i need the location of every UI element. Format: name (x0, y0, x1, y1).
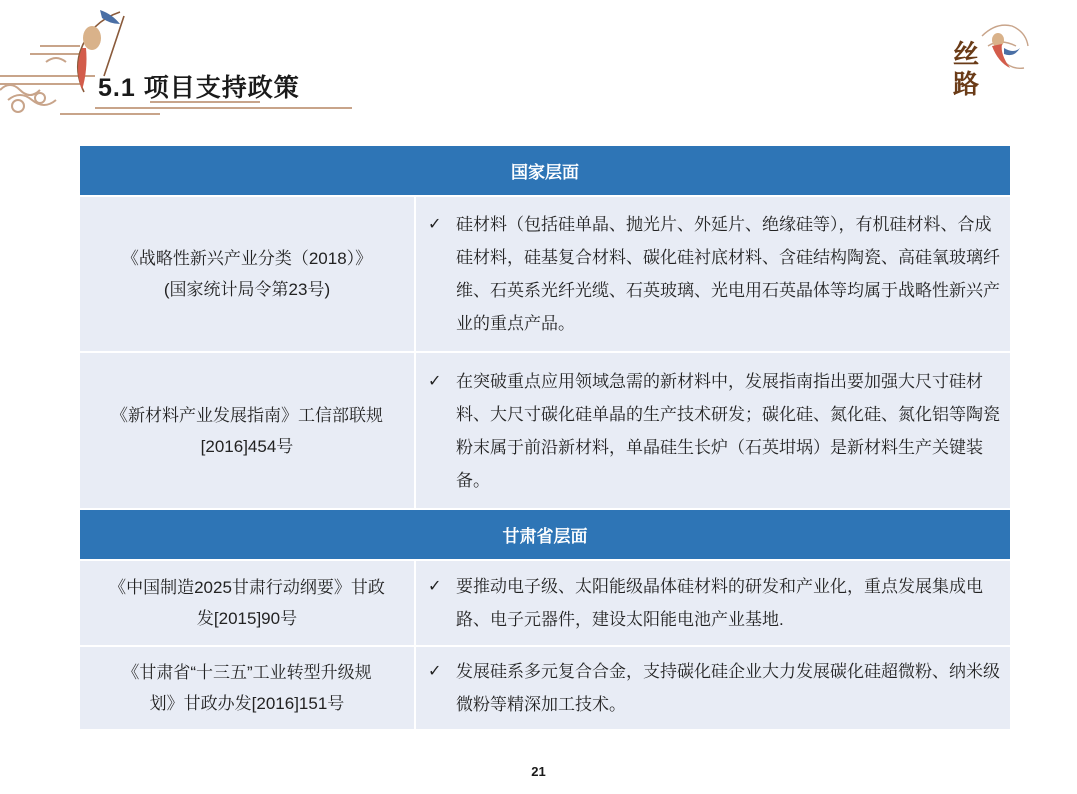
header-decoration-art (0, 0, 360, 125)
section-header-label: 甘肃省层面 (80, 509, 1010, 560)
policy-name-cell (80, 196, 415, 352)
policy-name-cell (80, 646, 415, 730)
policy-table (80, 146, 1010, 731)
policy-name-line: 《战略性新兴产业分类（2018）》 (121, 249, 373, 268)
checkmark-icon: ✓ (428, 372, 442, 390)
policy-name-line: 《中国制造2025甘肃行动纲要》甘政 (109, 578, 385, 597)
policy-name-cell (80, 352, 415, 509)
table-row (80, 646, 1010, 730)
logo-calligraphy: 丝路 (952, 40, 979, 100)
section-header-label: 国家层面 (80, 146, 1010, 196)
policy-name-line: 发[2015]90号 (196, 609, 298, 628)
table-row (80, 560, 1010, 646)
policy-name-line: 划》甘政办发[2016]151号 (149, 694, 345, 713)
policy-name-cell (80, 560, 415, 646)
checkmark-icon: ✓ (428, 663, 442, 680)
policy-detail-text: 硅材料（包括硅单晶、抛光片、外延片、绝缘硅等），有机硅材料、合成硅材料，硅基复合材料、碳化硅衬底材料、含硅结构陶瓷、高硅氧玻璃纤维、石英系光纤光缆、石英玻璃、光电用石英晶体等均属于战略性新兴产业的重点产品。 (456, 215, 1000, 333)
policy-detail-cell (415, 352, 1010, 509)
page-number: 21 (531, 764, 546, 779)
policy-detail-cell (415, 196, 1010, 352)
policy-name-line: 《新材料产业发展指南》工信部联规 (111, 405, 383, 425)
slide-title: 5.1 项目支持政策 (98, 74, 300, 102)
table-row (80, 352, 1010, 509)
policy-name-line: (国家统计局令第23号) (163, 280, 331, 299)
section-header-gansu (80, 509, 1010, 560)
policy-detail-cell (415, 646, 1010, 730)
table-row (80, 196, 1010, 352)
brand-logo (944, 16, 1034, 116)
checkmark-icon: ✓ (428, 578, 442, 595)
policy-detail-text: 发展硅系多元复合合金，支持碳化硅企业大力发展碳化硅超微粉、纳米级微粉等精深加工技术。 (456, 662, 1000, 714)
policy-name-line: [2016]454号 (200, 436, 294, 456)
checkmark-icon: ✓ (428, 216, 442, 233)
section-header-national (80, 146, 1010, 196)
policy-detail-text: 要推动电子级、太阳能级晶体硅材料的研发和产业化，重点发展集成电路、电子元器件，建设太阳能电池产业基地. (456, 577, 983, 629)
policy-name-line: 《甘肃省“十三五”工业转型升级规 (122, 663, 372, 682)
policy-detail-cell (415, 560, 1010, 646)
policy-detail-text: 在突破重点应用领域急需的新材料中，发展指南指出要加强大尺寸硅材料、大尺寸碳化硅单晶的生产技术研发；碳化硅、氮化硅、氮化铝等陶瓷粉末属于前沿新材料，单晶硅生长炉（石英坩埚）是新材料生产关键装备。 (456, 371, 1000, 490)
